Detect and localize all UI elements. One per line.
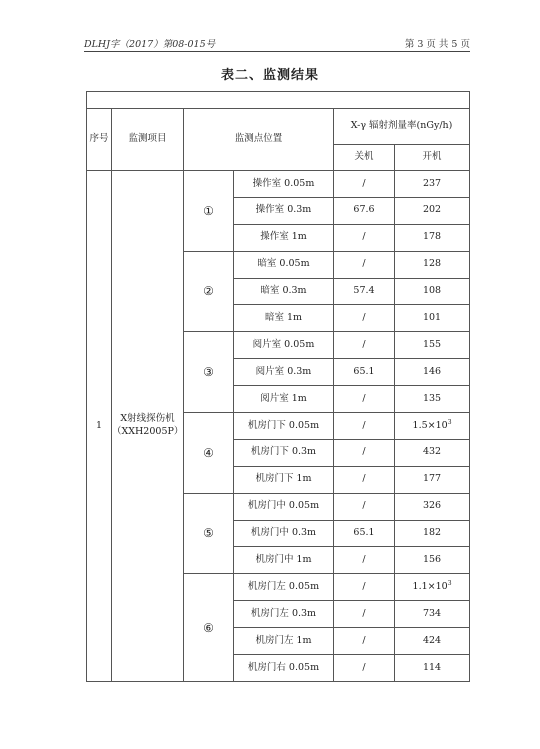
off-value-cell: / [334, 547, 395, 574]
col-header-location: 监测点位置 [184, 109, 334, 171]
table-caption-row [87, 92, 470, 109]
location-cell: 机房门右 0.05m [234, 655, 334, 682]
off-value-cell: 67.6 [334, 197, 395, 224]
point-group-mark: ① [184, 171, 234, 252]
on-value-cell: 734 [395, 601, 470, 628]
off-value-cell: / [334, 493, 395, 520]
table-row [87, 171, 470, 198]
off-value-cell: / [334, 413, 395, 440]
location-cell: 机房门下 0.05m [234, 413, 334, 440]
on-value-cell: 135 [395, 386, 470, 413]
point-group-mark: ③ [184, 332, 234, 413]
location-cell: 阅片室 0.3m [234, 359, 334, 386]
on-value-cell: 155 [395, 332, 470, 359]
off-value-cell: / [334, 171, 395, 198]
table-header-row [87, 109, 470, 145]
point-group-mark: ⑤ [184, 493, 234, 574]
col-header-item: 监测项目 [112, 109, 184, 171]
col-header-on: 开机 [395, 145, 470, 171]
on-value-cell: 432 [395, 439, 470, 466]
on-value-cell: 146 [395, 359, 470, 386]
location-cell: 机房门左 0.3m [234, 601, 334, 628]
location-cell: 暗室 0.05m [234, 251, 334, 278]
table-bottom-divider [86, 681, 469, 682]
item-model: （XXH2005P） [112, 425, 184, 437]
off-value-cell: / [334, 655, 395, 682]
header-divider [84, 51, 470, 52]
on-value-cell: 114 [395, 655, 470, 682]
location-cell: 机房门左 0.05m [234, 574, 334, 601]
location-cell: 机房门下 0.3m [234, 439, 334, 466]
exponent: 3 [447, 418, 452, 426]
location-cell: 机房门中 1m [234, 547, 334, 574]
location-cell: 暗室 1m [234, 305, 334, 332]
off-value-cell: 65.1 [334, 359, 395, 386]
location-cell: 阅片室 1m [234, 386, 334, 413]
col-header-off: 关机 [334, 145, 395, 171]
point-group-mark: ④ [184, 413, 234, 494]
off-value-cell: / [334, 386, 395, 413]
on-value-cell: 326 [395, 493, 470, 520]
off-value-cell: 65.1 [334, 520, 395, 547]
seq-cell: 1 [87, 171, 112, 682]
exponent: 3 [447, 580, 452, 588]
location-cell: 操作室 0.3m [234, 197, 334, 224]
location-cell: 机房门中 0.3m [234, 520, 334, 547]
on-value-cell: 178 [395, 224, 470, 251]
on-value-cell: 202 [395, 197, 470, 224]
on-value-cell: 101 [395, 305, 470, 332]
results-table [86, 91, 470, 682]
off-value-cell: / [334, 224, 395, 251]
col-header-seq: 序号 [87, 109, 112, 171]
page-indicator: 第 3 页 共 5 页 [404, 39, 470, 50]
on-value-cell: 108 [395, 278, 470, 305]
off-value-cell: / [334, 251, 395, 278]
point-group-mark: ② [184, 251, 234, 332]
location-cell: 机房门下 1m [234, 466, 334, 493]
location-cell: 机房门中 0.05m [234, 493, 334, 520]
on-value-cell: 182 [395, 520, 470, 547]
table-title: 表二、监测结果 [220, 68, 319, 83]
point-group-mark: ⑥ [184, 574, 234, 682]
location-cell: 阅片室 0.05m [234, 332, 334, 359]
on-value-cell: 156 [395, 547, 470, 574]
on-value-cell: $1.5\times 10^3$ [395, 413, 470, 440]
results-table-container [86, 91, 469, 687]
on-value-cell: $1.1\times 10^3$ [395, 574, 470, 601]
off-value-cell: 57.4 [334, 278, 395, 305]
location-cell: 操作室 1m [234, 224, 334, 251]
off-value-cell: / [334, 332, 395, 359]
location-cell: 暗室 0.3m [234, 278, 334, 305]
off-value-cell: / [334, 574, 395, 601]
on-value-cell: 177 [395, 466, 470, 493]
document-number: DLHJ字（2017）第08-015号 [84, 39, 216, 50]
item-name: X射线探伤机 [120, 413, 175, 425]
off-value-cell: / [334, 439, 395, 466]
on-value-cell: 424 [395, 628, 470, 655]
off-value-cell: / [334, 305, 395, 332]
off-value-cell: / [334, 628, 395, 655]
col-header-rate: X-γ 辐射剂量率(nGy/h) [334, 109, 470, 145]
item-cell [112, 171, 184, 682]
on-value-cell: 128 [395, 251, 470, 278]
location-cell: 机房门左 1m [234, 628, 334, 655]
location-cell: 操作室 0.05m [234, 171, 334, 198]
on-value-cell: 237 [395, 171, 470, 198]
off-value-cell: / [334, 601, 395, 628]
off-value-cell: / [334, 466, 395, 493]
